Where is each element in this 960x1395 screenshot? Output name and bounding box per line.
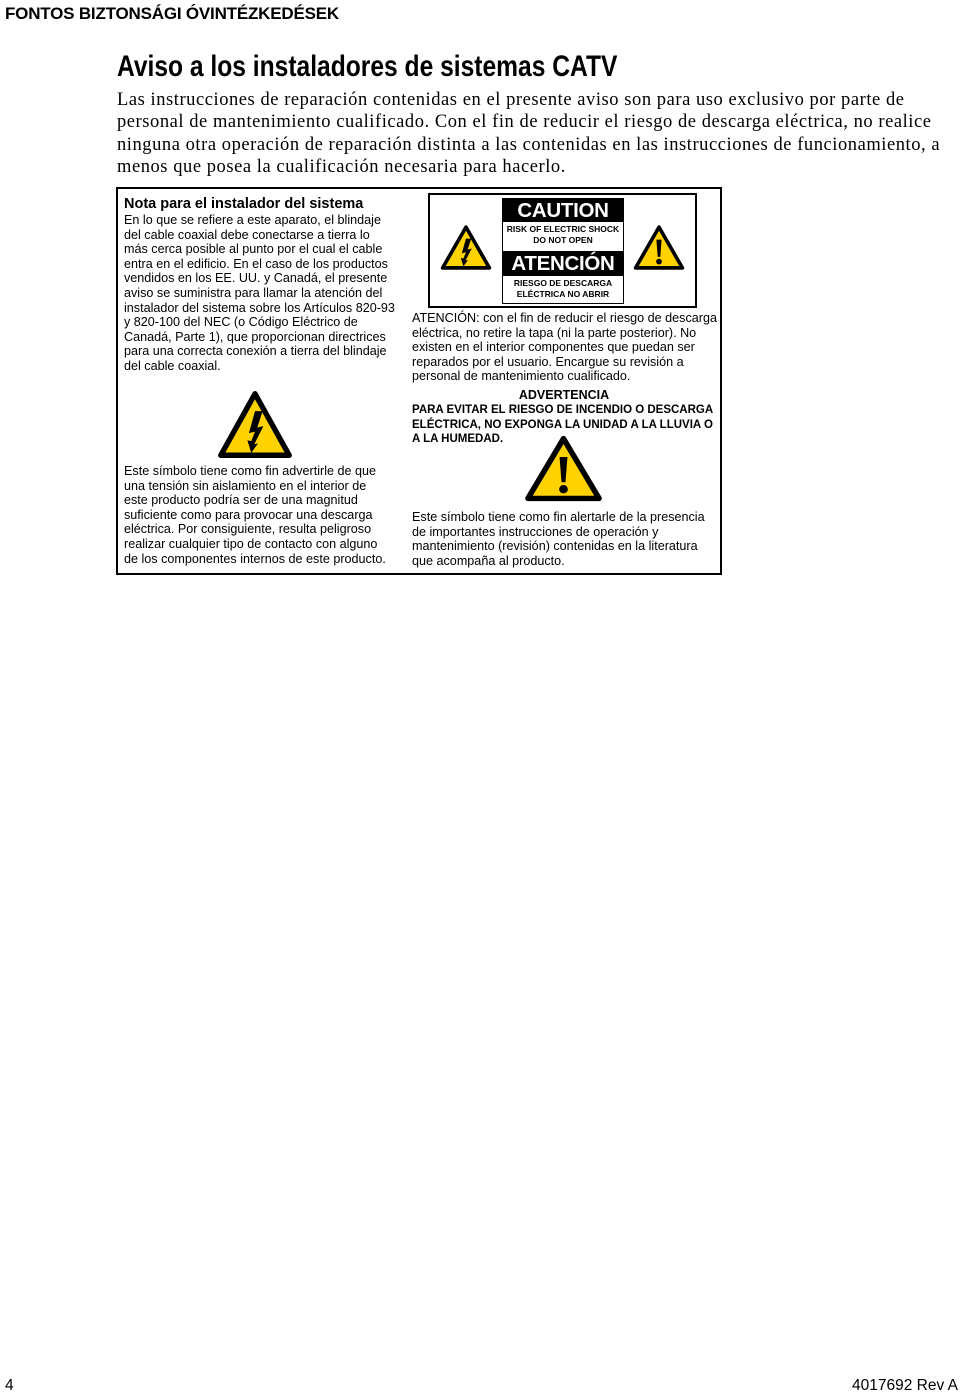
symbol-line: una tensión sin aislamiento en el interior de xyxy=(124,478,367,493)
atencion-banner: ATENCIÓN xyxy=(503,251,623,276)
symbol-line: mantenimiento (revisión) contenidas en la literatura xyxy=(412,539,698,554)
note-line: entra en el edificio. En el caso de los productos xyxy=(124,256,388,271)
exclamation-warning-icon xyxy=(633,224,685,271)
symbol-line: realizar cualquier tipo de contacto con alguno xyxy=(124,536,378,551)
advertencia-line: A LA HUMEDAD. xyxy=(412,433,504,446)
symbol-line: Este símbolo tiene como fin alertarle de la presencia xyxy=(412,510,705,524)
intro-line: ninguna otra operación de reparación distinta a las contenidas en las instrucciones de funcionamiento, a xyxy=(117,134,941,155)
installer-note-text xyxy=(124,213,395,374)
page-number: 4 xyxy=(5,1377,14,1394)
symbol-line: eléctrica. Por consiguiente, resulta peligroso xyxy=(124,522,372,537)
lightning-symbol-explanation xyxy=(124,464,386,566)
caution-subtext-line: DO NOT OPEN xyxy=(533,234,593,245)
atencion-line: ATENCIÓN: con el fin de reducir el riesgo de descarga xyxy=(412,311,717,325)
note-line: vendidos en los EE. UU. y Canadá, el presente xyxy=(124,271,388,286)
caution-banner: CAUTION xyxy=(503,199,623,222)
caution-subtext-line: RISK OF ELECTRIC SHOCK xyxy=(506,224,620,234)
note-line: más cerca posible al punto por el cual el cable xyxy=(124,242,383,257)
warning-label xyxy=(428,193,697,308)
note-line: Canadá, Parte 1), que proporcionan directrices xyxy=(124,329,386,344)
note-line: del cable coaxial debe conectarse a tierra lo xyxy=(124,227,370,242)
installer-note-heading: Nota para el instalador del sistema xyxy=(124,196,364,212)
advertencia-line: ELÉCTRICA, NO EXPONGA LA UNIDAD A LA LLUVIA O xyxy=(412,418,713,431)
note-line: En lo que se refiere a este aparato, el blindaje xyxy=(124,213,381,227)
note-line: para una correcta conexión a tierra del blindaje xyxy=(124,344,387,359)
intro-line: personal de mantenimiento cualificado. Con el fin de reducir el riesgo de descarga eléctrica, no realice xyxy=(117,112,932,133)
intro-paragraph xyxy=(117,89,940,179)
atencion-line: personal de mantenimiento cualificado. xyxy=(412,369,631,384)
symbol-line: Este símbolo tiene como fin advertirle de que xyxy=(124,464,377,478)
note-line: instalador del sistema sobre los Artículos 820-93 xyxy=(124,300,395,315)
running-header: FONTOS BIZTONSÁGI ÓVINTÉZKEDÉSEK xyxy=(5,4,339,23)
exclamation-warning-icon xyxy=(524,434,603,503)
atencion-text xyxy=(412,311,717,384)
exclamation-symbol-explanation xyxy=(412,510,705,568)
note-line: del cable coaxial. xyxy=(124,358,221,373)
intro-line: menos que posea la cualificación necesaria para hacerlo. xyxy=(117,157,566,178)
atencion-subtext xyxy=(503,278,623,300)
advertencia-heading: ADVERTENCIA xyxy=(518,388,610,402)
section-title: Aviso a los instaladores de sistemas CATV xyxy=(117,50,618,83)
atencion-subtext-line: RIESGO DE DESCARGA xyxy=(513,278,613,288)
symbol-line: de los componentes internos de este producto. xyxy=(124,551,386,566)
symbol-line: este producto podría ser de una magnitud xyxy=(124,493,358,508)
intro-line: Las instrucciones de reparación contenidas en el presente aviso son para uso exclusivo por parte de xyxy=(117,90,905,110)
lightning-warning-icon xyxy=(440,224,492,271)
atencion-line: existen en el interior componentes que puedan ser xyxy=(412,340,695,355)
atencion-subtext-line: ELÉCTRICA NO ABRIR xyxy=(516,289,610,299)
warning-label-text-panel xyxy=(502,198,624,304)
atencion-line: reparados por el usuario. Encargue su revisión a xyxy=(412,354,684,369)
document-id: 4017692 Rev A xyxy=(851,1377,958,1394)
note-line: aviso se suministra para llamar la atención del xyxy=(124,285,383,300)
atencion-line: eléctrica, no retire la tapa (ni la parte posterior). No xyxy=(412,325,697,340)
note-line: y 820-100 del NEC (o Código Eléctrico de xyxy=(124,315,358,330)
lightning-warning-icon xyxy=(217,389,293,460)
caution-subtext xyxy=(503,224,623,245)
advertencia-line: PARA EVITAR EL RIESGO DE INCENDIO O DESCARGA xyxy=(412,404,714,416)
symbol-line: que acompaña al producto. xyxy=(412,553,565,568)
symbol-line: de importantes instrucciones de operación y xyxy=(412,524,659,539)
safety-notice-figure xyxy=(116,187,722,575)
symbol-line: suficiente como para provocar una descarga xyxy=(124,507,373,522)
